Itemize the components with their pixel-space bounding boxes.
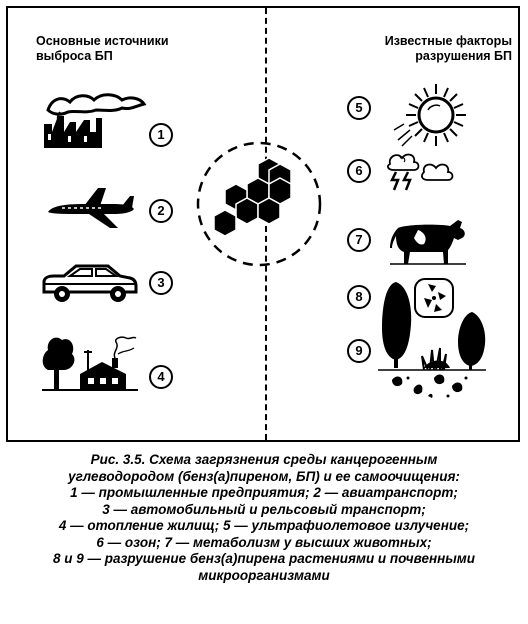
sources-heading: Основные источники выброса БП bbox=[36, 34, 169, 63]
factor-number-9: 9 bbox=[347, 339, 371, 363]
factor-number-8: 8 bbox=[347, 285, 371, 309]
plants-icon bbox=[374, 278, 490, 408]
house-heating-icon bbox=[40, 330, 140, 392]
ozone-storm-icon bbox=[384, 150, 456, 196]
source-number-2: 2 bbox=[149, 199, 173, 223]
car-icon bbox=[42, 262, 138, 304]
source-number-1: 1 bbox=[149, 123, 173, 147]
airplane-icon bbox=[44, 186, 136, 230]
factor-number-5: 5 bbox=[347, 96, 371, 120]
factor-number-7: 7 bbox=[347, 228, 371, 252]
source-number-4: 4 bbox=[149, 365, 173, 389]
factors-heading: Известные факторы разрушения БП bbox=[384, 34, 512, 63]
factor-number-6: 6 bbox=[347, 159, 371, 183]
source-number-3: 3 bbox=[149, 271, 173, 295]
benzopyrene-molecule-icon bbox=[195, 140, 323, 268]
cow-icon bbox=[388, 214, 468, 266]
sun-icon bbox=[390, 80, 470, 150]
factory-icon bbox=[40, 88, 150, 148]
figure-caption: Рис. 3.5. Схема загрязнения среды канцерогенным углеводородом (бенз(а)пиреном, БП) и ее самоочищения: 1 — промышленные предприятия; 2 — авиатранспорт; 3 — автомобильный и рельсовый транспорт; 4 — отопление жилищ; 5 — ультрафиолетовое излучение; 6 — озон; 7 — метаболизм у высших животных; 8 и 9 — разрушение бенз(а)пирена растениями и почвенными микроорганизмами bbox=[52, 452, 476, 583]
